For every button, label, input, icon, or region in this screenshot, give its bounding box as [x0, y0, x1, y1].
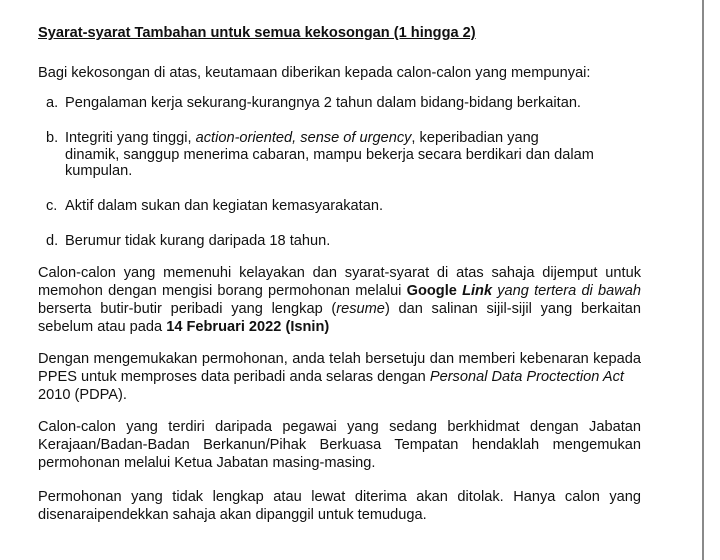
para4-line1: Permohonan yang tidak lengkap atau lewat diterima akan ditolak. Hanya calon yang	[38, 489, 641, 505]
para1-line1: Calon-calon yang memenuhi kelayakan dan syarat-syarat di atas sahaja dijemput untuk	[38, 265, 641, 281]
list-item-a-text: Pengalaman kerja sekurang-kurangnya 2 tahun dalam bidang-bidang berkaitan.	[65, 95, 581, 111]
page-edge-line	[702, 0, 704, 560]
para1-line4: sebelum atau pada 14 Februari 2022 (Isnin)	[38, 319, 330, 335]
para3-line2: Kerajaan/Badan-Badan Berkanun/Pihak Berkuasa Tempatan hendaklah mengemukan	[38, 437, 641, 453]
para1-line3: berserta butir-butir peribadi yang lengkap (resume) dan salinan sijil-sijil yang berkaitan	[38, 301, 641, 317]
list-item-c-text: Aktif dalam sukan dan kegiatan kemasyarakatan.	[65, 198, 383, 214]
list-item-b-line3: kumpulan.	[65, 163, 133, 179]
para3-line3: permohonan melalui Ketua Jabatan masing-masing.	[38, 455, 376, 471]
list-item-a-marker: a.	[46, 95, 59, 111]
list-item-d-text: Berumur tidak kurang daripada 18 tahun.	[65, 233, 331, 249]
list-item-b-marker: b.	[46, 130, 59, 146]
list-item-b-line1: Integriti yang tinggi, action-oriented, sense of urgency, keperibadian yang	[65, 130, 539, 146]
para2-line3: 2010 (PDPA).	[38, 387, 127, 403]
list-item-c-marker: c.	[46, 198, 58, 214]
para1-line2: memohon dengan mengisi borang permohonan melalui Google Link yang tertera di bawah	[38, 283, 641, 299]
para3-line1: Calon-calon yang terdiri daripada pegawai yang sedang berkhidmat dengan Jabatan	[38, 419, 641, 435]
para4-line2: disenaraipendekkan sahaja akan dipanggil untuk temuduga.	[38, 507, 427, 523]
list-item-d-marker: d.	[46, 233, 59, 249]
section-heading: Syarat-syarat Tambahan untuk semua kekosongan (1 hingga 2)	[38, 25, 476, 41]
para2-line1: Dengan mengemukakan permohonan, anda telah bersetuju dan memberi kebenaran kepada	[38, 351, 641, 367]
para2-line2: PPES untuk memproses data peribadi anda selaras dengan Personal Data Proctection Act	[38, 369, 624, 385]
list-item-b-line2: dinamik, sanggup menerima cabaran, mampu bekerja secara berdikari dan dalam	[65, 147, 594, 163]
intro-text: Bagi kekosongan di atas, keutamaan diberikan kepada calon-calon yang mempunyai:	[38, 65, 591, 81]
